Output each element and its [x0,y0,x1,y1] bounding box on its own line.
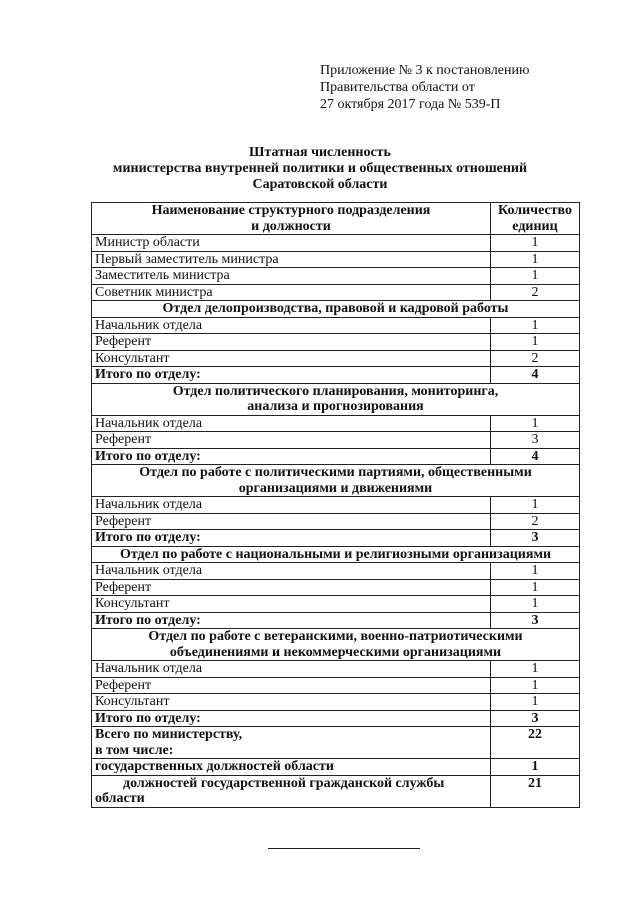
position-count: 3 [491,432,580,449]
position-row [92,317,580,334]
position-count: 1 [491,251,580,268]
position-row [92,284,580,301]
department-title-line-1: Отдел политического планирования, мониторинга, [172,383,499,399]
department-title [92,546,580,563]
department-title [92,629,580,661]
position-name: Референт [92,432,491,449]
grand-total-label [92,727,491,759]
grand-total-line-1: Всего по министерству, [95,727,243,742]
position-name: Консультант [92,350,491,367]
department-header-row [92,383,580,415]
position-row [92,694,580,711]
grand-total-row [92,727,580,759]
appendix-line-1: Приложение № 3 к постановлению [320,63,530,78]
civil-service-row [92,775,580,807]
department-total-count: 4 [491,448,580,465]
department-title-line-2: объединениями и некоммерческими организациями [169,644,502,660]
position-count: 1 [491,579,580,596]
department-total-label: Итого по отделу: [92,367,491,384]
department-total-count: 3 [491,612,580,629]
department-total-row [92,448,580,465]
title-line-3: Саратовской области [252,177,388,192]
position-name: Начальник отдела [92,661,491,678]
header-count-cell [491,203,580,235]
position-count: 1 [491,694,580,711]
position-row [92,350,580,367]
position-name: Начальник отдела [92,497,491,514]
position-name: Референт [92,513,491,530]
appendix-note [320,62,529,113]
position-name: Консультант [92,596,491,613]
position-count: 2 [491,513,580,530]
department-total-label: Итого по отделу: [92,530,491,547]
position-count: 1 [491,596,580,613]
position-row [92,251,580,268]
position-name: Референт [92,677,491,694]
department-header-row [92,546,580,563]
grand-total-count: 22 [491,727,580,759]
position-row [92,268,580,285]
position-count: 1 [491,415,580,432]
position-count: 2 [491,284,580,301]
department-title-line-1: Отдел по работе с ветеранскими, военно-патриотическими [148,629,523,644]
department-title-line-2: организациями и движениями [238,480,433,496]
title-line-1: Штатная численность [249,145,391,160]
appendix-line-2: Правительства области от [320,80,475,95]
position-count: 2 [491,350,580,367]
department-title-line-2: анализа и прогнозирования [247,399,424,414]
header-count-line-1: Количество [497,203,573,218]
position-row [92,432,580,449]
department-header-row [92,629,580,661]
position-row [92,596,580,613]
department-title-line-1: Отдел делопроизводства, правовой и кадровой работы [162,301,509,316]
document-title [0,145,640,193]
civil-service-count: 21 [491,775,580,807]
civil-service-label: должностей государственной гражданской службы области [92,775,491,807]
position-count: 1 [491,317,580,334]
department-header-row [92,301,580,318]
position-row [92,513,580,530]
position-count: 1 [491,677,580,694]
position-row [92,563,580,580]
position-name: Советник министра [92,284,491,301]
department-total-count: 4 [491,367,580,384]
department-total-label: Итого по отделу: [92,448,491,465]
position-row [92,415,580,432]
position-row [92,497,580,514]
position-name: Министр области [92,235,491,252]
department-title-line-1: Отдел по работе с политическими партиями, общественными [139,465,532,480]
position-row [92,661,580,678]
header-name-line-1: Наименование структурного подразделения [151,203,431,218]
position-name: Консультант [92,694,491,711]
position-name: Референт [92,334,491,351]
state-positions-label: государственных должностей области [92,759,491,776]
department-total-label: Итого по отделу: [92,612,491,629]
footer-divider [268,848,420,849]
title-line-2: министерства внутренней политики и общественных отношений [112,161,528,176]
department-title [92,383,580,415]
header-count-line-2: единиц [512,218,558,234]
state-positions-row [92,759,580,776]
department-title [92,301,580,318]
department-total-row [92,367,580,384]
position-count: 1 [491,563,580,580]
department-total-label: Итого по отделу: [92,710,491,727]
department-header-row [92,465,580,497]
position-name: Начальник отдела [92,563,491,580]
header-name-cell [92,203,491,235]
header-name-line-2: и должности [251,218,331,234]
position-count: 1 [491,235,580,252]
position-count: 1 [491,497,580,514]
department-title-line-1: Отдел по работе с национальными и религиозными организациями [119,546,552,562]
department-total-row [92,530,580,547]
position-name: Референт [92,579,491,596]
position-count: 1 [491,334,580,351]
department-total-count: 3 [491,710,580,727]
position-name: Заместитель министра [92,268,491,285]
position-name: Начальник отдела [92,415,491,432]
position-name: Начальник отдела [92,317,491,334]
position-count: 1 [491,661,580,678]
position-row [92,579,580,596]
position-name: Первый заместитель министра [92,251,491,268]
state-positions-count: 1 [491,759,580,776]
staffing-table [91,202,580,808]
position-row [92,677,580,694]
grand-total-line-2: в том числе: [95,742,174,758]
department-total-row [92,710,580,727]
appendix-line-3: 27 октября 2017 года № 539-П [320,97,501,112]
department-title [92,465,580,497]
department-total-row [92,612,580,629]
header-row [92,203,580,235]
position-row [92,334,580,351]
position-count: 1 [491,268,580,285]
department-total-count: 3 [491,530,580,547]
position-row [92,235,580,252]
